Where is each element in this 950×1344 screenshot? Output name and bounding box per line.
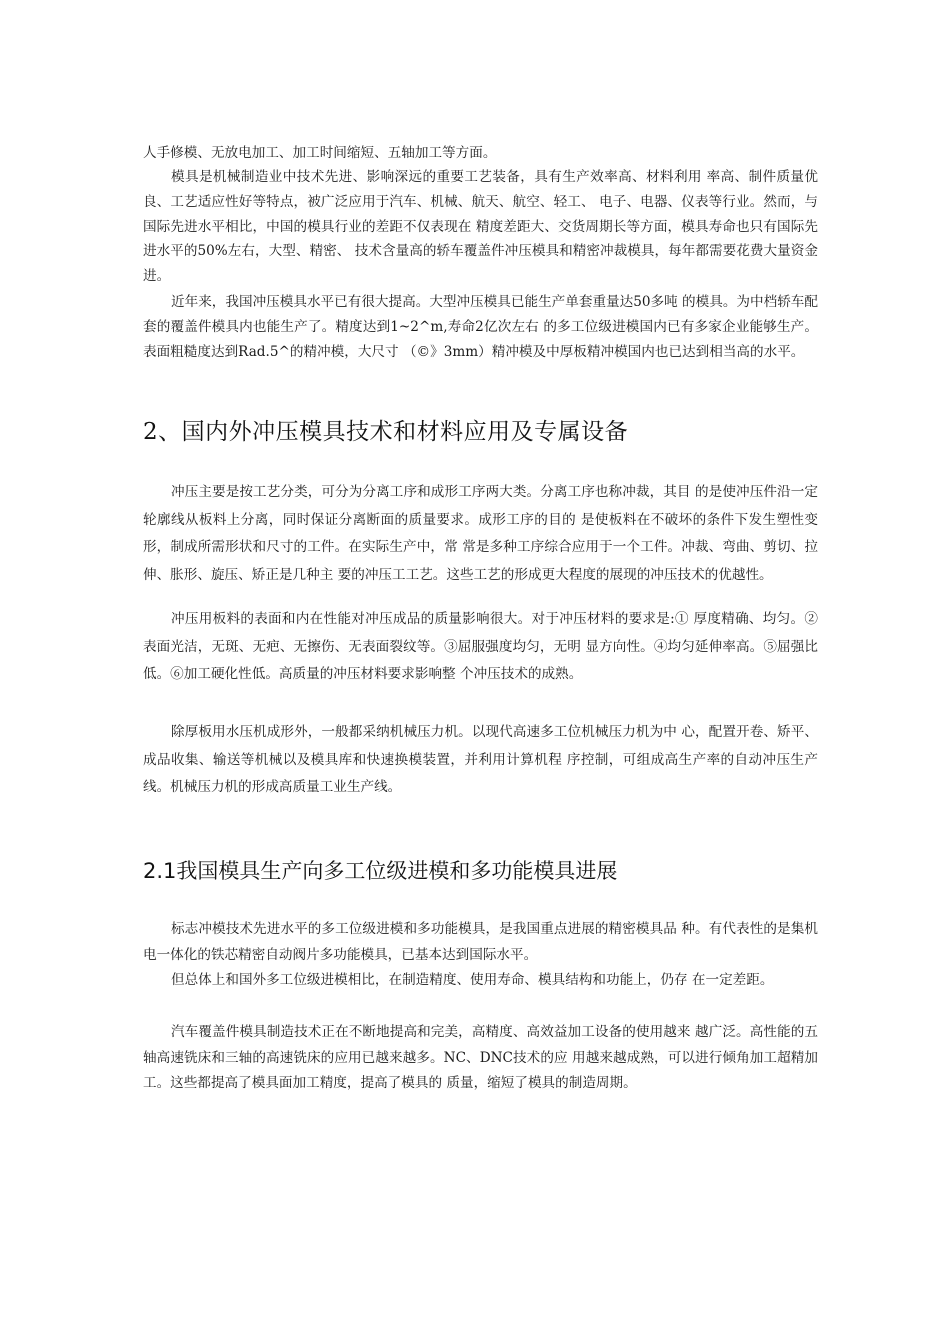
intro-paragraph-mold-industry: 模具是机械制造业中技术先进、影响深远的重要工艺装备，具有生产效率高、材料利用 率高、制件质量优良、工艺适应性好等特点，被广泛应用于汽车、机械、航天、航空、轻工、 电子、电器、仪表等行业。然而，与国际先进水平相比，中国的模具行业的差距不仅表现在 精度差距大、交货周期长等方面，模具寿命也只有国际先进水平的50%左右，大型、精密、 技术含量高的轿车覆盖件冲压模具和精密冲裁模具，每年都需要花费大量资金进。 xyxy=(143,169,818,285)
section-2-paragraph-process: 冲压主要是按工艺分类，可分为分离工序和成形工序两大类。分离工序也称冲裁，其目 的是使冲压件沿一定轮廓线从板料上分离，同时保证分离断面的质量要求。成形工序的目的 是使板料在不破坏的条件下发生塑性变形，制成所需形状和尺寸的工件。在实际生产中，常 常是多种工序综合应用于一个工件。冲裁、弯曲、剪切、拉伸、胀形、旋压、矫正是几种主 要的冲压工工艺。这些工艺的形成更大程度的展现的冲压技术的优越性。 xyxy=(143,484,818,583)
intro-paragraph-recent-progress: 近年来，我国冲压模具水平已有很大提高。大型冲压模具已能生产单套重量达50多吨 的模具。为中档轿车配套的覆盖件模具内也能生产了。精度达到1~2^m,寿命2亿次左右 的多工位级进模国内已有多家企业能够生产。表面粗糙度达到Rad.5^的精冲模，大尺寸 （©》3mm）精冲模及中厚板精冲模国内也已达到相当高的水平。 xyxy=(143,294,818,360)
section-2-heading: 2、国内外冲压模具技术和材料应用及专属设备 xyxy=(143,419,629,445)
section-2-1-paragraph-progressive-dies: 标志冲模技术先进水平的多工位级进模和多功能模具，是我国重点进展的精密模具品 种。有代表性的是集机电一体化的铁芯精密自动阀片多功能模具，已基本达到国际水平。 xyxy=(143,921,818,963)
section-2-1-heading: 2.1我国模具生产向多工位级进模和多功能模具进展 xyxy=(143,859,618,883)
section-2-paragraph-presses: 除厚板用水压机成形外，一般都采纳机械压力机。以现代高速多工位机械压力机为中 心，配置开卷、矫平、成品收集、输送等机械以及模具库和快速换模装置，并利用计算机程 序控制，可组成高生产率的自动冲压生产线。机械压力机的形成高质量工业生产线。 xyxy=(143,724,818,796)
section-2-paragraph-materials: 冲压用板料的表面和内在性能对冲压成品的质量影响很大。对于冲压材料的要求是:① 厚度精确、均匀。②表面光洁，无斑、无疤、无擦伤、无表面裂纹等。③屈服强度均匀，无明 显方向性。④均匀延伸率高。⑤屈强比低。⑥加工硬化性低。高质量的冲压材料要求影响整 个冲压技术的成熟。 xyxy=(143,611,818,683)
intro-paragraph-continued: 人手修模、无放电加工、加工时间缩短、五轴加工等方面。 xyxy=(143,145,497,161)
section-2-1-paragraph-automotive: 汽车覆盖件模具制造技术正在不断地提高和完美，高精度、高效益加工设备的使用越来 越广泛。高性能的五轴高速铣床和三轴的高速铣床的应用已越来越多。NC、DNC技术的应 用越来越成熟，可以进行倾角加工超精加工。这些都提高了模具面加工精度，提高了模具的 质量，缩短了模具的制造周期。 xyxy=(143,1024,818,1092)
section-2-1-paragraph-gap: 但总体上和国外多工位级进模相比，在制造精度、使用寿命、模具结构和功能上，仍存 在一定差距。 xyxy=(171,972,774,988)
